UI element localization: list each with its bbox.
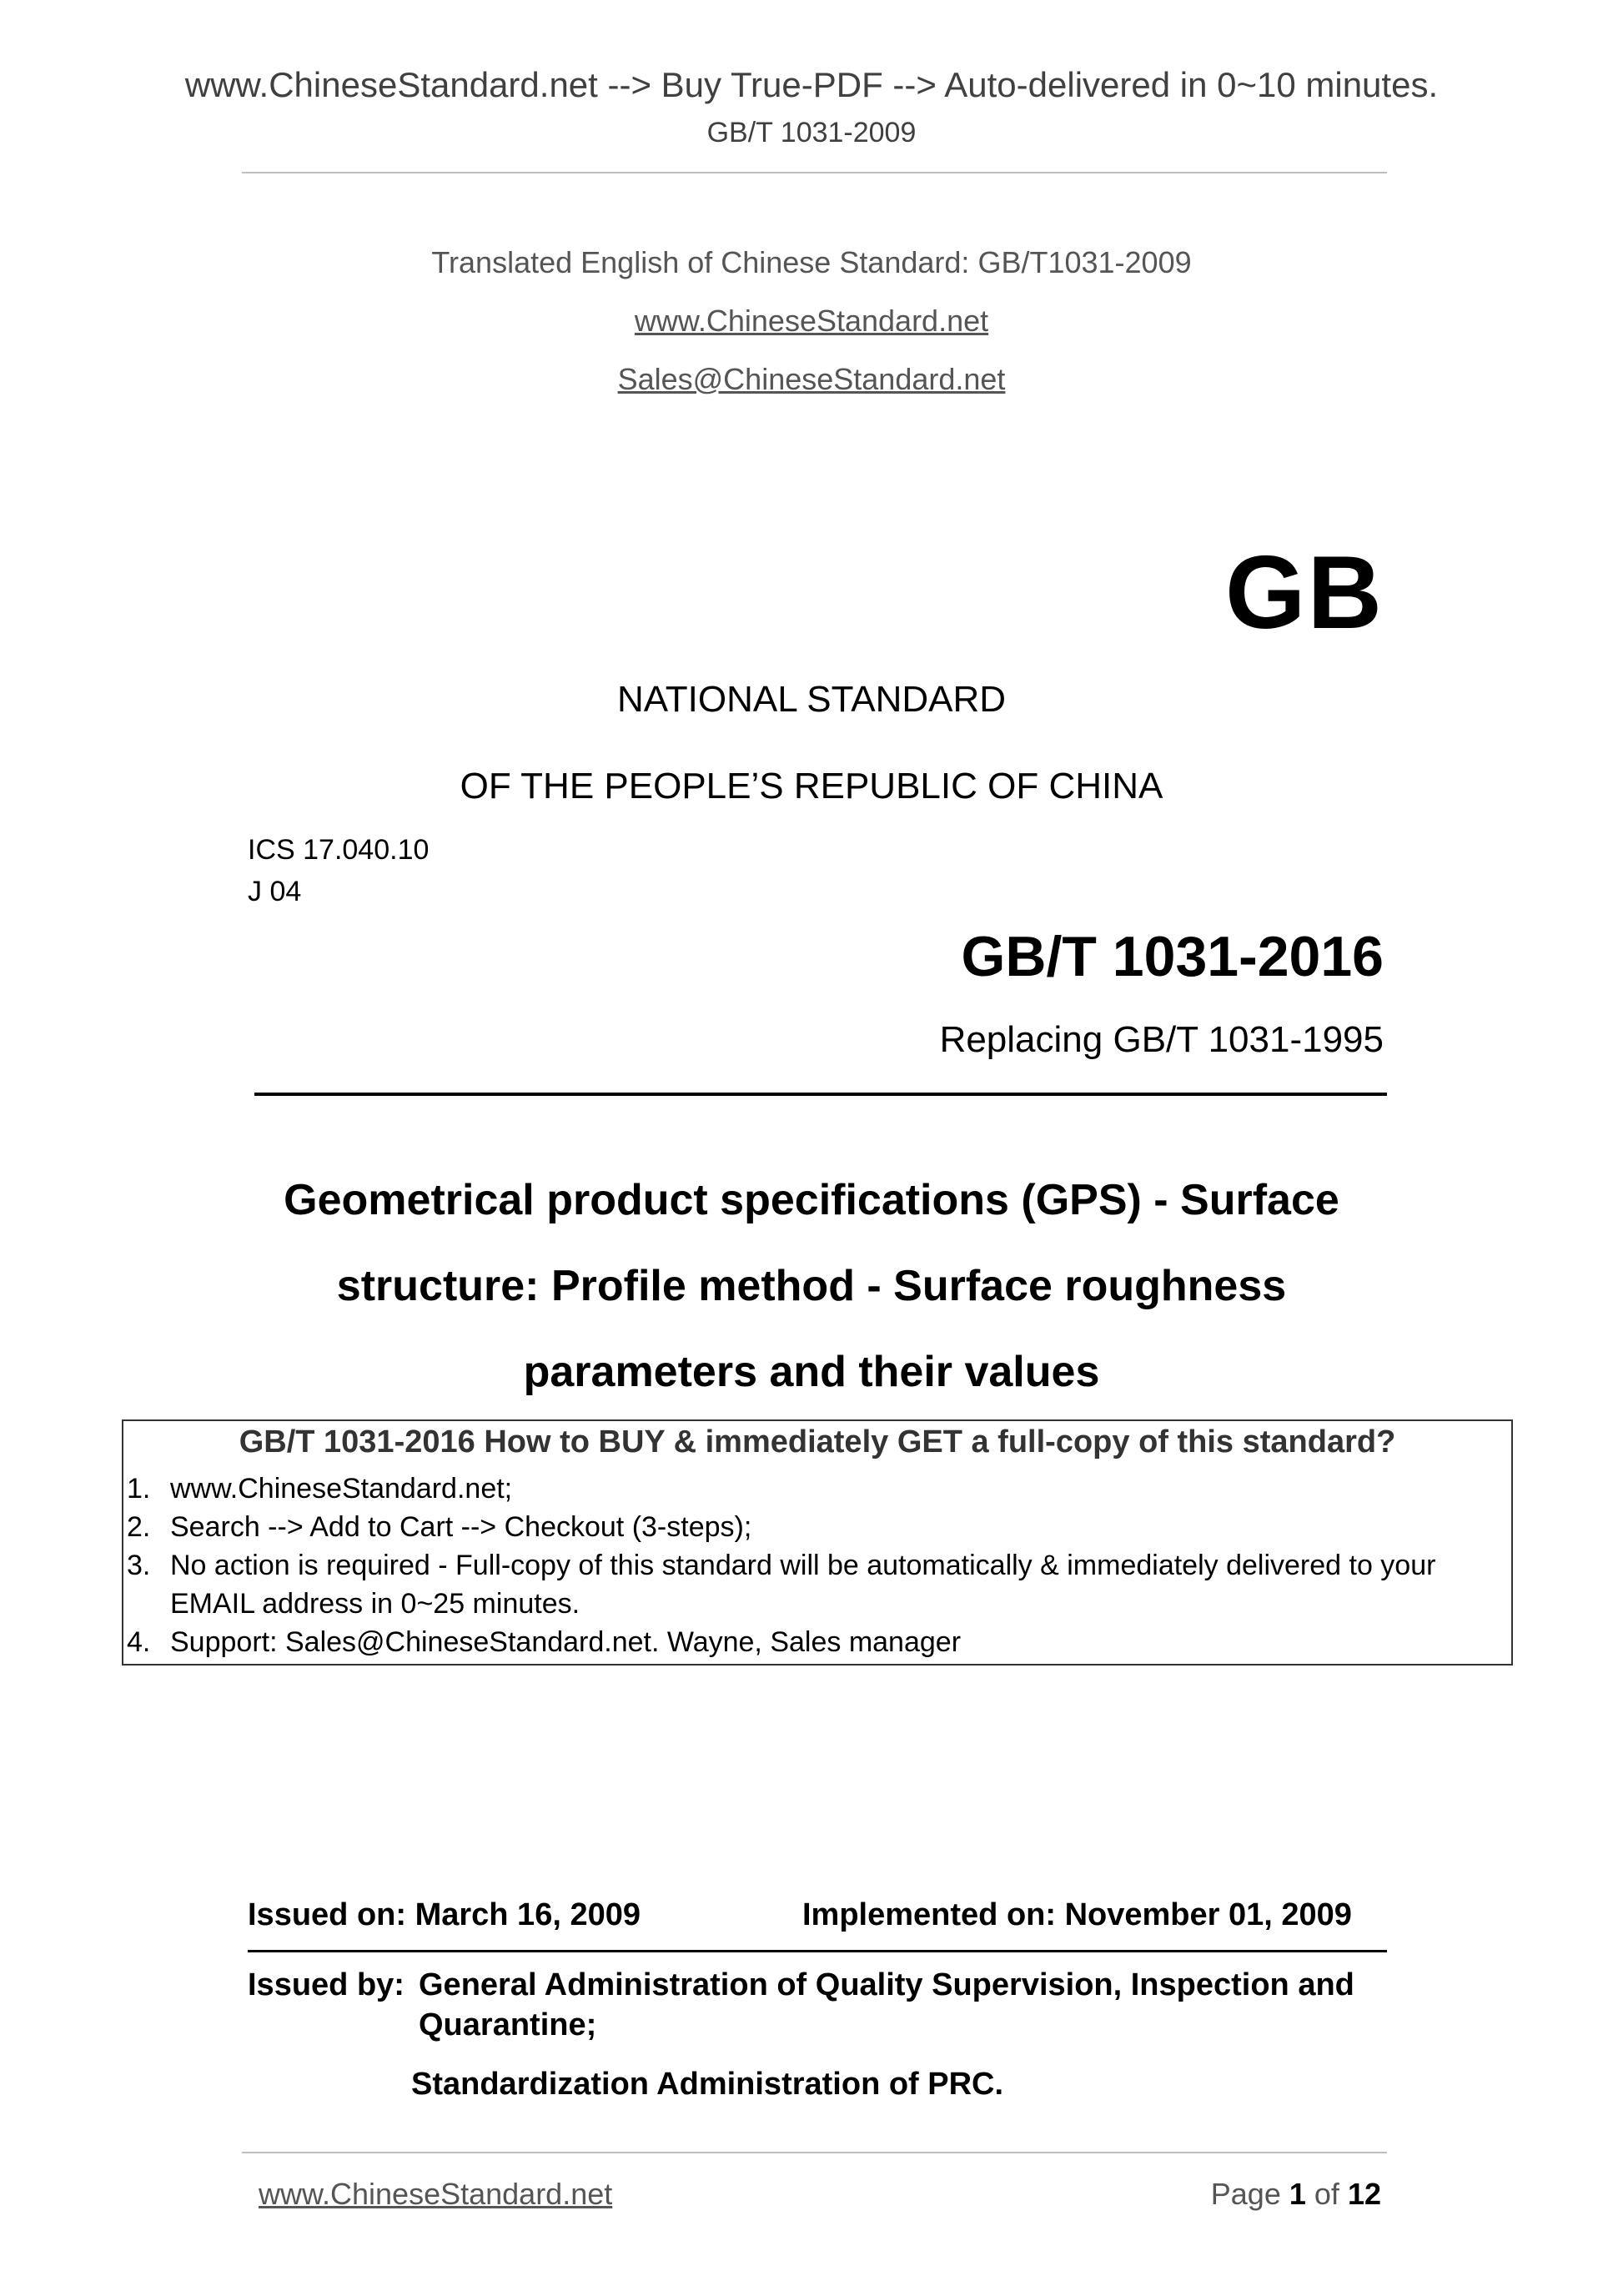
purchase-box-title: GB/T 1031-2016 How to BUY & immediately GET a full-copy of this standard? xyxy=(239,1424,1396,1459)
list-item-number: 2. xyxy=(127,1511,151,1543)
issued-by-authority-1: General Administration of Quality Supervision, Inspection and Quarantine; xyxy=(419,1967,1354,2042)
list-item xyxy=(127,1470,1505,1508)
email-link-wrap xyxy=(0,362,1623,397)
national-standard-line2: OF THE PEOPLE’S REPUBLIC OF CHINA xyxy=(460,766,1163,806)
email-link[interactable]: Sales@ChineseStandard.net xyxy=(617,362,1006,396)
site-link[interactable]: www.ChineseStandard.net xyxy=(634,304,989,338)
list-item xyxy=(127,1508,1505,1546)
national-standard-line1: NATIONAL STANDARD xyxy=(616,679,1007,720)
header-divider xyxy=(242,172,1387,173)
classification-code: J 04 xyxy=(248,876,302,907)
standard-number: GB/T 1031-2016 xyxy=(961,925,1384,988)
title-line-2: structure: Profile method - Surface roughness xyxy=(336,1262,1287,1310)
footer-divider xyxy=(242,2152,1387,2153)
issued-by xyxy=(248,1965,1415,2045)
title-divider xyxy=(254,1093,1387,1096)
list-item-text: Support: Sales@ChineseStandard.net. Wayne, Sales manager xyxy=(170,1626,962,1658)
purchase-steps-list xyxy=(127,1470,1505,1661)
page-prefix: Page xyxy=(1210,2177,1281,2211)
document-title xyxy=(0,1158,1623,1415)
ics-code: ICS 17.040.10 xyxy=(248,834,430,866)
issuance-divider xyxy=(248,1950,1387,1952)
footer-site-link-wrap xyxy=(259,2177,612,2212)
list-item-number: 1. xyxy=(127,1473,151,1505)
title-line-3: parameters and their values xyxy=(523,1348,1100,1396)
page-current: 1 xyxy=(1289,2177,1306,2211)
site-link-wrap xyxy=(0,304,1623,339)
issued-by-label: Issued by: xyxy=(248,1967,404,2002)
replacing-note: Replacing GB/T 1031-1995 xyxy=(939,1019,1384,1060)
list-item-text: No action is required - Full-copy of this standard will be automatically & immediately delivered to your EMAIL address in 0~25 minutes. xyxy=(170,1550,1436,1620)
header-doc-code: GB/T 1031-2009 xyxy=(706,117,917,148)
header-banner: www.ChineseStandard.net --> Buy True-PDF --> Auto-delivered in 0~10 minutes. xyxy=(184,65,1439,104)
translation-note: Translated English of Chinese Standard: GB/T1031-2009 xyxy=(431,245,1192,279)
list-item xyxy=(127,1546,1505,1623)
list-item-number: 3. xyxy=(127,1550,151,1581)
title-line-1: Geometrical product specifications (GPS) - Surface xyxy=(284,1176,1339,1224)
issued-by-authority-2: Standardization Administration of PRC. xyxy=(411,2067,1004,2102)
list-item-number: 4. xyxy=(127,1626,151,1658)
list-item-text: www.ChineseStandard.net; xyxy=(170,1473,513,1505)
list-item-text: Search --> Add to Cart --> Checkout (3-steps); xyxy=(170,1511,752,1543)
gb-logo: GB xyxy=(1225,535,1384,651)
implemented-on-date: Implemented on: November 01, 2009 xyxy=(802,1897,1352,1932)
page-of: of xyxy=(1314,2177,1339,2211)
purchase-info-box xyxy=(122,1419,1513,1665)
list-item xyxy=(127,1623,1505,1661)
page-number xyxy=(1211,2177,1381,2212)
page-total: 12 xyxy=(1347,2177,1381,2211)
issued-on-date: Issued on: March 16, 2009 xyxy=(248,1897,641,1932)
footer-site-link[interactable]: www.ChineseStandard.net xyxy=(259,2177,613,2211)
